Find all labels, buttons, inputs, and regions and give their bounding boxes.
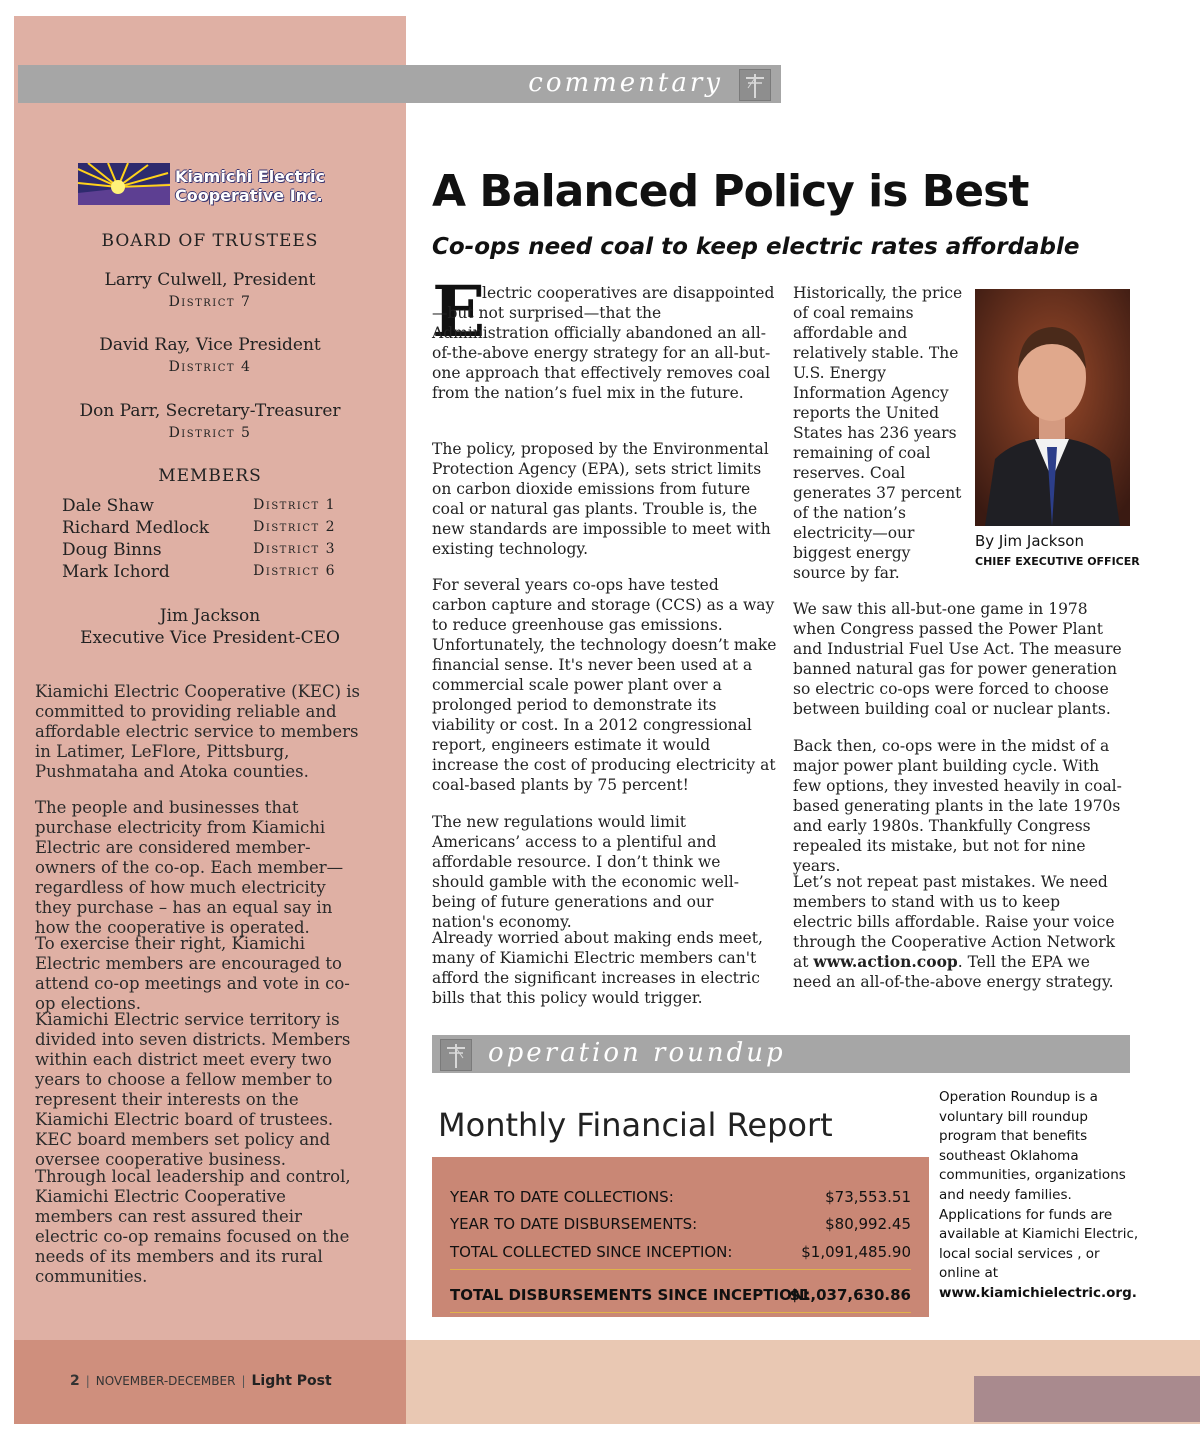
report-total-label: TOTAL DISBURSEMENTS SINCE INCEPTION:: [450, 1286, 811, 1304]
trustee-district: District 4: [168, 359, 252, 375]
page-number: 2: [70, 1373, 80, 1389]
roundup-section-bar: [432, 1035, 1130, 1073]
trustee-district: District 7: [168, 294, 252, 310]
section-label: commentary: [528, 68, 723, 98]
utility-pole-icon: [739, 69, 771, 101]
report-row-label: YEAR TO DATE DISBURSEMENTS:: [450, 1215, 698, 1233]
member-district: District 6: [253, 563, 336, 579]
member-name: Mark Ichord: [62, 562, 170, 582]
trustee-name: Don Parr, Secretary-Treasurer: [79, 401, 341, 421]
sidebar-paragraph: The people and businesses that purchase electricity from Kiamichi Electric are considered member-owners of the co-op. Each member—regardless of how much electricity they purchase – has an equal say in how the cooperative is operated.: [35, 798, 344, 937]
drop-cap: E: [432, 270, 486, 353]
report-row-value: $80,992.45: [825, 1215, 911, 1233]
member-name: Doug Binns: [62, 540, 162, 560]
kiamichi-logo: [78, 150, 330, 212]
kiamichi-website-link[interactable]: www.kiamichielectric.org.: [939, 1284, 1137, 1301]
members-title: MEMBERS: [158, 466, 262, 486]
article-subhead: Co-ops need coal to keep electric rates affordable: [432, 234, 1080, 260]
member-row: [62, 518, 336, 538]
member-name: Dale Shaw: [62, 496, 154, 516]
footer-separator: |: [241, 1374, 246, 1388]
article-paragraph-text: lectric cooperatives are disappointed—but not surprised—that the Administration officially abandoned an all-of-the-above energy strategy for an all-but-one approach that effectively removes coal from the nation’s fuel mix in the future.: [432, 284, 775, 402]
byline: By Jim Jackson: [975, 532, 1084, 550]
article-paragraph: Historically, the price of coal remains affordable and relatively stable. The U.S. Energy Information Agency reports the United States has 236 years remaining of coal reserves. Coal generates 37 percent of the nation’s electricity—our biggest energy source by far.: [793, 284, 963, 582]
byline-title: CHIEF EXECUTIVE OFFICER: [975, 555, 1140, 568]
member-district: District 2: [253, 519, 336, 535]
report-row-value: $73,553.51: [825, 1188, 911, 1206]
trustee-name: David Ray, Vice President: [99, 335, 321, 355]
article-paragraph: Already worried about making ends meet, many of Kiamichi Electric members can't afford the significant increases in electric bills that this policy would trigger.: [432, 929, 763, 1007]
member-name: Richard Medlock: [62, 518, 210, 538]
article-paragraph: For several years co-ops have tested carbon capture and storage (CCS) as a way to reduce greenhouse gas emissions. Unfortunately, the technology doesn’t make financial sense. It's never been used at a commercial scale power plant over a prolonged period to demonstrate its viability or cost. In a 2012 congressional report, engineers estimate it would increase the cost of producing electricity at coal-based plants by 75 percent!: [432, 576, 777, 794]
report-title: Monthly Financial Report: [438, 1106, 833, 1144]
article-headline: A Balanced Policy is Best: [432, 166, 1029, 217]
sidebar-paragraph: Through local leadership and control, Kiamichi Electric Cooperative members can rest assured their electric co-op remains focused on the needs of its members and its rural communities.: [35, 1167, 351, 1286]
trustee-district: District 5: [168, 425, 252, 441]
member-district: District 3: [253, 541, 336, 557]
report-row-label: TOTAL COLLECTED SINCE INCEPTION:: [450, 1243, 733, 1261]
board-title: BOARD OF TRUSTEES: [101, 231, 319, 251]
roundup-note: [939, 1088, 1139, 1304]
sidebar-paragraph: Kiamichi Electric service territory is divided into seven districts. Members within each district meet every two years to choose a fellow member to represent their interests on the Kiamichi Electric board of trustees. KEC board members set policy and oversee cooperative business.: [35, 1010, 351, 1169]
logo-text-line1: Kiamichi Electric: [175, 167, 326, 186]
author-photo: [975, 289, 1130, 526]
bottom-right-block: [974, 1376, 1200, 1422]
magazine-name: Light Post: [251, 1373, 332, 1389]
member-row: [62, 496, 336, 516]
member-district: District 1: [253, 497, 336, 513]
utility-pole-icon: [440, 1039, 472, 1071]
article-paragraph: The new regulations would limit Americans’ access to a plentiful and affordable resource. I don’t think we should gamble with the economic well-being of future generations and our nation's economy.: [432, 813, 739, 931]
sidebar-paragraph: Kiamichi Electric Cooperative (KEC) is committed to providing reliable and affordable electric service to members in Latimer, LeFlore, Pittsburg, Pushmataha and Atoka counties.: [35, 682, 361, 781]
report-row-label: YEAR TO DATE COLLECTIONS:: [450, 1188, 674, 1206]
section-label: operation roundup: [488, 1038, 786, 1068]
member-row: [62, 540, 336, 560]
sidebar-paragraph: To exercise their right, Kiamichi Electric members are encouraged to attend co-op meetings and vote in co-op elections.: [35, 934, 350, 1013]
article-paragraph: We saw this all-but-one game in 1978 when Congress passed the Power Plant and Industrial Fuel Use Act. The measure banned natural gas for power generation so electric co-ops were forced to choose between building coal or nuclear plants.: [793, 600, 1122, 718]
divider: [450, 1312, 911, 1313]
action-coop-link[interactable]: www.action.coop: [813, 952, 958, 971]
issue-date: NOVEMBER-DECEMBER: [95, 1374, 236, 1388]
divider: [450, 1269, 911, 1270]
ceo-title: Executive Vice President-CEO: [80, 628, 340, 648]
sunburst-logo-icon: [78, 163, 170, 205]
report-row-value: $1,091,485.90: [801, 1243, 911, 1261]
footer-separator: |: [85, 1374, 90, 1388]
commentary-section-bar: [18, 65, 781, 103]
trustee-name: Larry Culwell, President: [104, 270, 316, 290]
article-paragraph: The policy, proposed by the Environmental Protection Agency (EPA), sets strict limits on carbon dioxide emissions from future coal or natural gas plants. Trouble is, the new standards are impossible to meet with existing technology.: [432, 440, 771, 558]
financial-report-table: [432, 1157, 929, 1317]
member-row: [62, 562, 336, 582]
article-paragraph: [793, 872, 1123, 992]
paragraph-text: Let’s not repeat past mistakes. We need members to stand with us to keep electric bills affordable. Raise your voice through the Cooperative Action Network at: [793, 873, 1116, 971]
article-paragraph: [432, 270, 777, 403]
article-paragraph: Back then, co-ops were in the midst of a major power plant building cycle. With few options, they invested heavily in coal-based generating plants in the late 1970s and early 1980s. Thankfully Congress repealed its mistake, but not for nine years.: [793, 737, 1122, 875]
report-total-value: $1,037,630.86: [789, 1286, 911, 1304]
roundup-note-text: Operation Roundup is a voluntary bill roundup program that benefits southeast Oklahoma communities, organizations and needy families. Applications for funds are available at Kiamichi Electric, local social services , or online at: [939, 1089, 1139, 1282]
ceo-name: Jim Jackson: [159, 606, 261, 626]
page-footer: [70, 1373, 332, 1389]
paragraph-text: . Tell the EPA we need an all-of-the-above energy strategy.: [793, 953, 1114, 991]
logo-text-line2: Cooperative Inc.: [175, 186, 323, 205]
